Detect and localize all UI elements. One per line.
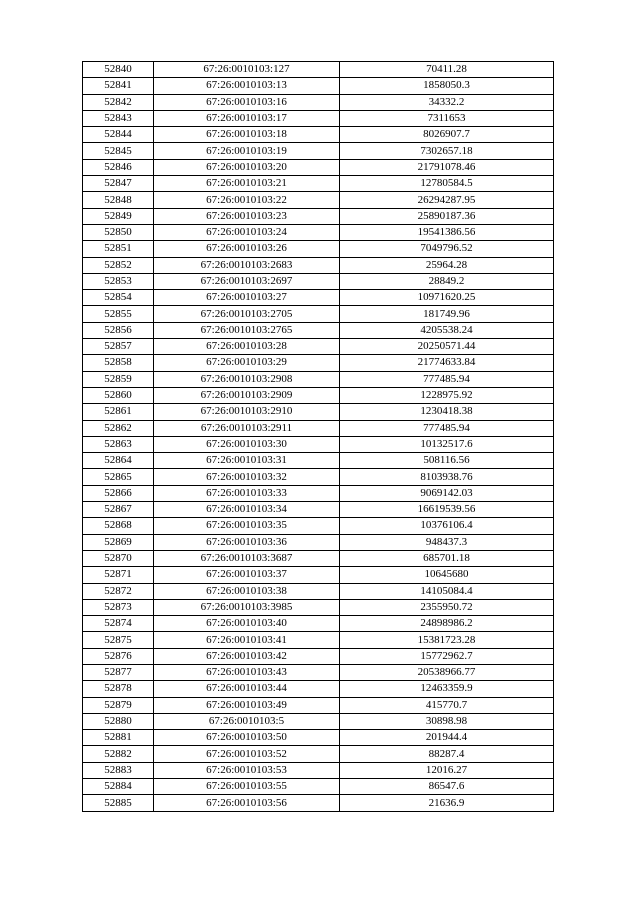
cadastral-value-cell: 201944.4 <box>340 730 554 746</box>
cadastral-value-cell: 28849.2 <box>340 273 554 289</box>
table-row <box>83 664 554 680</box>
row-number-cell: 52850 <box>83 224 154 240</box>
cadastral-number-cell: 67:26:0010103:21 <box>154 176 340 192</box>
row-number-cell: 52848 <box>83 192 154 208</box>
table-row <box>83 78 554 94</box>
cadastral-number-cell: 67:26:0010103:44 <box>154 681 340 697</box>
cadastral-value-cell: 34332.2 <box>340 94 554 110</box>
table-row <box>83 534 554 550</box>
cadastral-number-cell: 67:26:0010103:29 <box>154 355 340 371</box>
row-number-cell: 52863 <box>83 436 154 452</box>
row-number-cell: 52853 <box>83 273 154 289</box>
cadastral-number-cell: 67:26:0010103:19 <box>154 143 340 159</box>
table-row <box>83 616 554 632</box>
row-number-cell: 52844 <box>83 127 154 143</box>
table-row <box>83 567 554 583</box>
cadastral-value-cell: 12016.27 <box>340 762 554 778</box>
row-number-cell: 52865 <box>83 469 154 485</box>
cadastral-number-cell: 67:26:0010103:2705 <box>154 306 340 322</box>
row-number-cell: 52885 <box>83 795 154 811</box>
cadastral-number-cell: 67:26:0010103:2911 <box>154 420 340 436</box>
row-number-cell: 52873 <box>83 599 154 615</box>
row-number-cell: 52874 <box>83 616 154 632</box>
table-row <box>83 192 554 208</box>
cadastral-value-cell: 19541386.56 <box>340 224 554 240</box>
cadastral-number-cell: 67:26:0010103:20 <box>154 159 340 175</box>
table-row <box>83 550 554 566</box>
table-row <box>83 339 554 355</box>
table-row <box>83 110 554 126</box>
cadastral-value-cell: 20250571.44 <box>340 339 554 355</box>
table-row <box>83 697 554 713</box>
cadastral-number-cell: 67:26:0010103:53 <box>154 762 340 778</box>
table-row <box>83 518 554 534</box>
cadastral-value-cell: 70411.28 <box>340 62 554 78</box>
cadastral-number-cell: 67:26:0010103:41 <box>154 632 340 648</box>
cadastral-value-cell: 86547.6 <box>340 779 554 795</box>
row-number-cell: 52866 <box>83 485 154 501</box>
cadastral-value-cell: 8103938.76 <box>340 469 554 485</box>
cadastral-value-cell: 10971620.25 <box>340 290 554 306</box>
cadastral-value-cell: 7302657.18 <box>340 143 554 159</box>
table-row <box>83 746 554 762</box>
row-number-cell: 52843 <box>83 110 154 126</box>
cadastral-value-cell: 2355950.72 <box>340 599 554 615</box>
table-row <box>83 322 554 338</box>
table-row <box>83 62 554 78</box>
table-row <box>83 681 554 697</box>
cadastral-number-cell: 67:26:0010103:2765 <box>154 322 340 338</box>
table-row <box>83 779 554 795</box>
cadastral-value-cell: 10645680 <box>340 567 554 583</box>
row-number-cell: 52859 <box>83 371 154 387</box>
row-number-cell: 52840 <box>83 62 154 78</box>
row-number-cell: 52849 <box>83 208 154 224</box>
cadastral-value-cell: 1228975.92 <box>340 387 554 403</box>
row-number-cell: 52852 <box>83 257 154 273</box>
cadastral-number-cell: 67:26:0010103:23 <box>154 208 340 224</box>
cadastral-value-cell: 16619539.56 <box>340 502 554 518</box>
cadastral-number-cell: 67:26:0010103:18 <box>154 127 340 143</box>
cadastral-value-cell: 21791078.46 <box>340 159 554 175</box>
table-row <box>83 241 554 257</box>
row-number-cell: 52854 <box>83 290 154 306</box>
cadastral-number-cell: 67:26:0010103:42 <box>154 648 340 664</box>
table-row <box>83 257 554 273</box>
table-row <box>83 469 554 485</box>
row-number-cell: 52855 <box>83 306 154 322</box>
cadastral-value-table <box>82 61 554 812</box>
row-number-cell: 52862 <box>83 420 154 436</box>
cadastral-number-cell: 67:26:0010103:50 <box>154 730 340 746</box>
table-row <box>83 176 554 192</box>
cadastral-number-cell: 67:26:0010103:40 <box>154 616 340 632</box>
row-number-cell: 52847 <box>83 176 154 192</box>
row-number-cell: 52860 <box>83 387 154 403</box>
table-row <box>83 404 554 420</box>
row-number-cell: 52878 <box>83 681 154 697</box>
row-number-cell: 52877 <box>83 664 154 680</box>
cadastral-number-cell: 67:26:0010103:28 <box>154 339 340 355</box>
cadastral-value-cell: 20538966.77 <box>340 664 554 680</box>
cadastral-number-cell: 67:26:0010103:5 <box>154 713 340 729</box>
cadastral-value-cell: 9069142.03 <box>340 485 554 501</box>
table-row <box>83 208 554 224</box>
table-row <box>83 159 554 175</box>
cadastral-value-cell: 25890187.36 <box>340 208 554 224</box>
cadastral-number-cell: 67:26:0010103:127 <box>154 62 340 78</box>
row-number-cell: 52875 <box>83 632 154 648</box>
cadastral-number-cell: 67:26:0010103:43 <box>154 664 340 680</box>
cadastral-value-cell: 4205538.24 <box>340 322 554 338</box>
cadastral-number-cell: 67:26:0010103:31 <box>154 453 340 469</box>
table-row <box>83 795 554 811</box>
row-number-cell: 52856 <box>83 322 154 338</box>
cadastral-value-cell: 1858050.3 <box>340 78 554 94</box>
cadastral-value-cell: 7049796.52 <box>340 241 554 257</box>
row-number-cell: 52870 <box>83 550 154 566</box>
cadastral-number-cell: 67:26:0010103:17 <box>154 110 340 126</box>
cadastral-number-cell: 67:26:0010103:32 <box>154 469 340 485</box>
row-number-cell: 52876 <box>83 648 154 664</box>
cadastral-value-cell: 15772962.7 <box>340 648 554 664</box>
row-number-cell: 52861 <box>83 404 154 420</box>
table-row <box>83 224 554 240</box>
table-row <box>83 453 554 469</box>
cadastral-value-cell: 26294287.95 <box>340 192 554 208</box>
row-number-cell: 52868 <box>83 518 154 534</box>
cadastral-number-cell: 67:26:0010103:37 <box>154 567 340 583</box>
cadastral-value-cell: 508116.56 <box>340 453 554 469</box>
cadastral-number-cell: 67:26:0010103:2910 <box>154 404 340 420</box>
table-row <box>83 143 554 159</box>
row-number-cell: 52841 <box>83 78 154 94</box>
cadastral-value-cell: 8026907.7 <box>340 127 554 143</box>
cadastral-number-cell: 67:26:0010103:56 <box>154 795 340 811</box>
table-row <box>83 599 554 615</box>
cadastral-value-cell: 10132517.6 <box>340 436 554 452</box>
cadastral-value-cell: 777485.94 <box>340 420 554 436</box>
cadastral-value-cell: 21774633.84 <box>340 355 554 371</box>
table-row <box>83 583 554 599</box>
cadastral-value-cell: 12463359.9 <box>340 681 554 697</box>
cadastral-number-cell: 67:26:0010103:2697 <box>154 273 340 289</box>
cadastral-value-cell: 24898986.2 <box>340 616 554 632</box>
cadastral-number-cell: 67:26:0010103:16 <box>154 94 340 110</box>
table-row <box>83 273 554 289</box>
table-row <box>83 371 554 387</box>
table-row <box>83 648 554 664</box>
cadastral-number-cell: 67:26:0010103:30 <box>154 436 340 452</box>
cadastral-value-cell: 948437.3 <box>340 534 554 550</box>
cadastral-number-cell: 67:26:0010103:2909 <box>154 387 340 403</box>
cadastral-value-cell: 7311653 <box>340 110 554 126</box>
cadastral-number-cell: 67:26:0010103:52 <box>154 746 340 762</box>
cadastral-value-cell: 21636.9 <box>340 795 554 811</box>
table-row <box>83 730 554 746</box>
row-number-cell: 52882 <box>83 746 154 762</box>
cadastral-value-cell: 12780584.5 <box>340 176 554 192</box>
row-number-cell: 52872 <box>83 583 154 599</box>
row-number-cell: 52846 <box>83 159 154 175</box>
table-row <box>83 632 554 648</box>
table-row <box>83 387 554 403</box>
row-number-cell: 52884 <box>83 779 154 795</box>
table-row <box>83 127 554 143</box>
row-number-cell: 52851 <box>83 241 154 257</box>
cadastral-number-cell: 67:26:0010103:35 <box>154 518 340 534</box>
cadastral-number-cell: 67:26:0010103:34 <box>154 502 340 518</box>
table-row <box>83 436 554 452</box>
row-number-cell: 52879 <box>83 697 154 713</box>
row-number-cell: 52857 <box>83 339 154 355</box>
table-body <box>83 62 554 812</box>
table-row <box>83 355 554 371</box>
cadastral-number-cell: 67:26:0010103:3985 <box>154 599 340 615</box>
row-number-cell: 52883 <box>83 762 154 778</box>
row-number-cell: 52880 <box>83 713 154 729</box>
cadastral-number-cell: 67:26:0010103:26 <box>154 241 340 257</box>
cadastral-number-cell: 67:26:0010103:38 <box>154 583 340 599</box>
row-number-cell: 52867 <box>83 502 154 518</box>
cadastral-number-cell: 67:26:0010103:2908 <box>154 371 340 387</box>
row-number-cell: 52845 <box>83 143 154 159</box>
cadastral-number-cell: 67:26:0010103:49 <box>154 697 340 713</box>
row-number-cell: 52881 <box>83 730 154 746</box>
cadastral-value-cell: 181749.96 <box>340 306 554 322</box>
table-row <box>83 502 554 518</box>
table-row <box>83 420 554 436</box>
cadastral-number-cell: 67:26:0010103:22 <box>154 192 340 208</box>
cadastral-number-cell: 67:26:0010103:55 <box>154 779 340 795</box>
cadastral-number-cell: 67:26:0010103:24 <box>154 224 340 240</box>
table-row <box>83 290 554 306</box>
row-number-cell: 52842 <box>83 94 154 110</box>
cadastral-number-cell: 67:26:0010103:2683 <box>154 257 340 273</box>
cadastral-value-cell: 1230418.38 <box>340 404 554 420</box>
row-number-cell: 52858 <box>83 355 154 371</box>
cadastral-value-cell: 10376106.4 <box>340 518 554 534</box>
table-row <box>83 485 554 501</box>
cadastral-value-cell: 415770.7 <box>340 697 554 713</box>
cadastral-value-cell: 25964.28 <box>340 257 554 273</box>
row-number-cell: 52871 <box>83 567 154 583</box>
cadastral-number-cell: 67:26:0010103:36 <box>154 534 340 550</box>
cadastral-value-cell: 14105084.4 <box>340 583 554 599</box>
row-number-cell: 52869 <box>83 534 154 550</box>
cadastral-value-cell: 15381723.28 <box>340 632 554 648</box>
table-row <box>83 94 554 110</box>
table-row <box>83 713 554 729</box>
row-number-cell: 52864 <box>83 453 154 469</box>
cadastral-value-cell: 777485.94 <box>340 371 554 387</box>
cadastral-number-cell: 67:26:0010103:33 <box>154 485 340 501</box>
cadastral-number-cell: 67:26:0010103:13 <box>154 78 340 94</box>
table-row <box>83 306 554 322</box>
cadastral-number-cell: 67:26:0010103:27 <box>154 290 340 306</box>
cadastral-number-cell: 67:26:0010103:3687 <box>154 550 340 566</box>
cadastral-value-cell: 30898.98 <box>340 713 554 729</box>
cadastral-value-cell: 88287.4 <box>340 746 554 762</box>
table-row <box>83 762 554 778</box>
cadastral-value-cell: 685701.18 <box>340 550 554 566</box>
